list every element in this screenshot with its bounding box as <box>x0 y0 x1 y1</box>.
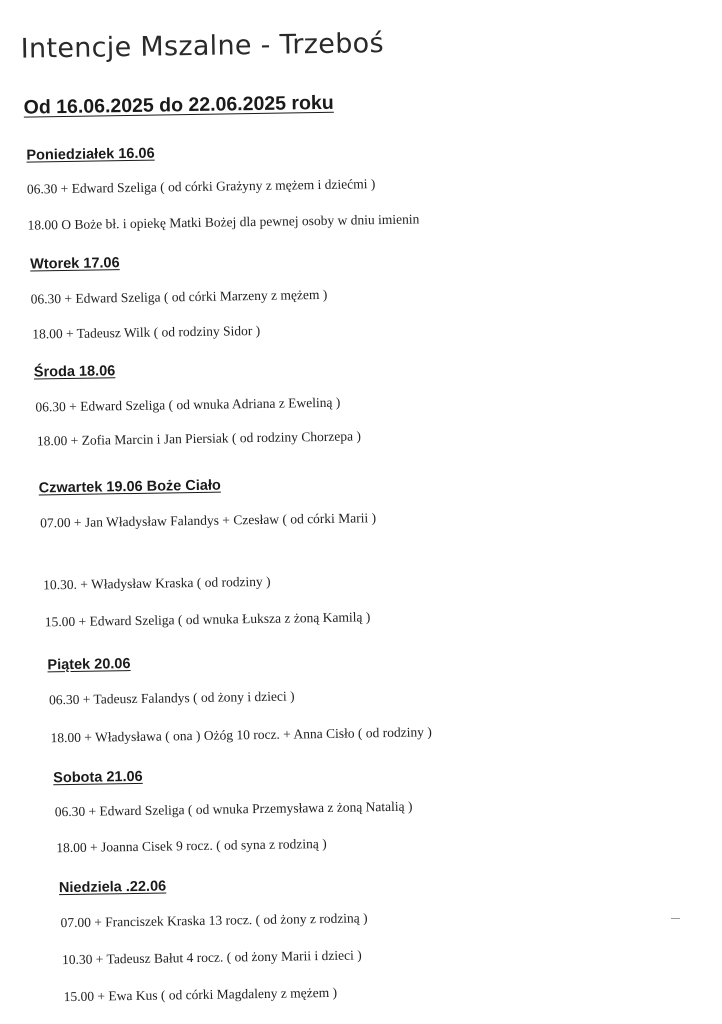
mass-intention: 15.00 + Ewa Kus ( od córki Magdaleny z mężem ) <box>63 984 338 1005</box>
mass-intention: 18.00 O Boże bł. i opiekę Matki Bożej dla pewnej osoby w dniu imienin <box>27 211 420 233</box>
day-heading-wednesday: Środa 18.06 <box>33 363 116 381</box>
mass-intention: 06.30 + Edward Szeliga ( od wnuka Adriana z Eweliną ) <box>35 394 341 415</box>
day-heading-saturday: Sobota 21.06 <box>53 768 143 787</box>
day-heading-friday: Piątek 20.06 <box>47 656 131 674</box>
mass-intention: 15.00 + Edward Szeliga ( od wnuka Łuksza z żoną Kamilą ) <box>44 609 371 630</box>
mass-intention: 18.00 + Władysława ( ona ) Ożóg 10 rocz. + Anna Cisło ( od rodziny ) <box>50 724 432 746</box>
mass-intention: 10.30. + Władysław Kraska ( od rodziny ) <box>43 573 271 593</box>
date-range-heading: Od 16.06.2025 do 22.06.2025 roku <box>23 91 334 119</box>
mass-intention: 10.30 + Tadeusz Bałut 4 rocz. ( od żony Marii i dzieci ) <box>61 947 362 968</box>
day-heading-monday: Poniedziałek 16.06 <box>26 145 155 164</box>
document-title: Intencje Mszalne - Trzeboś <box>20 27 385 65</box>
day-heading-sunday: Niedziela .22.06 <box>58 878 167 897</box>
mass-intention: 06.30 + Edward Szeliga ( od córki Grażyny z mężem i dziećmi ) <box>26 176 376 197</box>
mass-intention: 06.30 + Tadeusz Falandys ( od żony i dzieci ) <box>48 688 295 708</box>
scan-mark <box>671 918 680 919</box>
mass-intention: 06.30 + Edward Szeliga ( od córki Marzeny z mężem ) <box>30 286 328 307</box>
mass-intention: 07.00 + Franciszek Kraska 13 rocz. ( od żony z rodziną ) <box>60 910 368 931</box>
mass-intention: 07.00 + Jan Władysław Falandys + Czesław ( od córki Marii ) <box>40 510 377 531</box>
mass-intention: 18.00 + Zofia Marcin i Jan Piersiak ( od rodziny Chorzepa ) <box>36 428 362 449</box>
mass-intention: 06.30 + Edward Szeliga ( od wnuka Przemysława z żoną Natalią ) <box>54 798 413 820</box>
mass-intention: 18.00 + Joanna Cisek 9 rocz. ( od syna z rodziną ) <box>56 835 327 856</box>
day-heading-thursday: Czwartek 19.06 Boże Ciało <box>38 477 221 497</box>
mass-intention: 18.00 + Tadeusz Wilk ( od rodziny Sidor ) <box>32 322 261 342</box>
day-heading-tuesday: Wtorek 17.06 <box>30 255 120 273</box>
